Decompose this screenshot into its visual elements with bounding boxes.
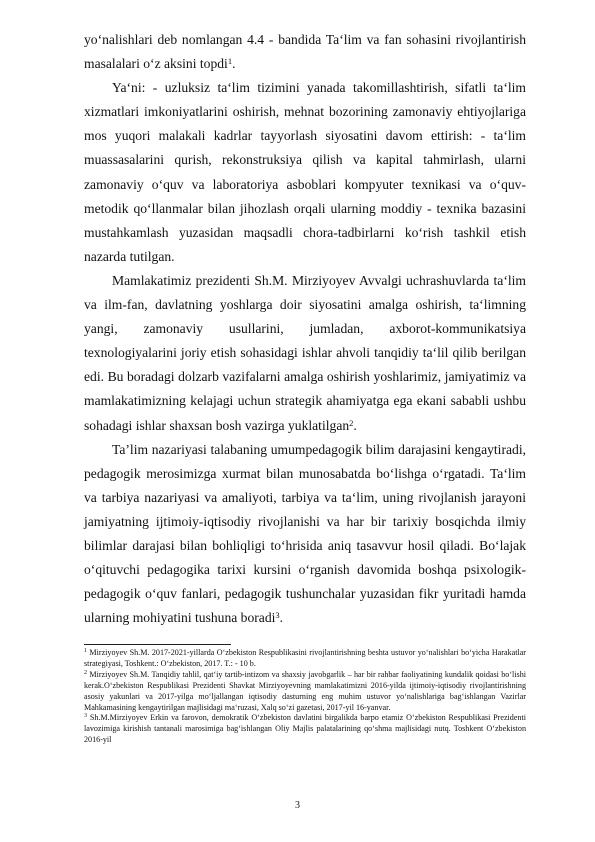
footnote [84,670,526,714]
paragraph-text: Mamlakatimiz prezidenti Sh.M. Mirziyoyev Avvalgi uchrashuvlarda ta‘lim va ilm-fan, davlatning yoshlarga doir siyosatini amalga oshirish, ta‘limning yangi, zamonaviy usullarini, jumladan, axborot-kommunikatsiya texnologiyalarini joriy etish sohasidagi ishlar ahvoli tanqidiy ta‘lil qilib berilgan edi. Bu boradagi dolzarb vazifalarni amalga oshirish yoshlarimiz, jamiyatimiz va mamlakatimizning kelajagi uchun strategik ahamiyatga ega ekani sababli ushbu sohadagi ishlar shaxsan bosh vazirga yuklatilgan [84,272,526,433]
paragraph-text: Ya‘ni: - uzluksiz ta‘lim tizimini yanada takomillashtirish, sifatli ta‘lim xizmatlari imkoniyatlarini oshirish, mehnat bozorining zamonaviy ehtiyojlariga mos yuqori malakali kadrlar tayyorlash siyosatini davom ettirish: - ta‘lim muassasalarini qurish, rekonstruksiya qilish va kapital tahmirlash, ularni zamonaviy o‘quv va laboratoriya asboblari kompyuter texnikasi va o‘quv-metodik qo‘llanmalar bilan jihozlash orqali ularning moddiy - texnika bazasini mustahkamlash yuzasidan maqsadli chora-tadbirlarni ko‘rish tashkil etish nazarda tutilgan. [84,80,526,264]
paragraph-tail: . [232,56,236,72]
body-paragraph [84,269,526,438]
footnote-number: 2 [84,669,87,676]
footnote-number: 3 [84,713,87,720]
body-paragraph [84,28,526,76]
footnote [84,713,526,746]
paragraph-tail: . [353,417,357,433]
page-body [84,28,526,630]
paragraph-tail: . [279,610,284,626]
page-number: 3 [295,800,300,811]
paragraph-text: yo‘nalishlari deb nomlangan 4.4 - bandida Ta‘lim va fan sohasini rivojlantirish masalalari o‘z aksini topdi [84,32,526,72]
footnote [84,648,526,670]
body-paragraph [84,438,526,631]
footnotes [84,648,526,746]
footnote-ref: 1 [227,56,233,67]
footnote-separator [84,644,231,645]
footnote-text: Mirziyoyev Sh.M. Tanqidiy tahlil, qat‘iy tartib-intizom va shaxsiy javobgarlik – har bir rahbar faoliyatining kundalik qoidasi bo‘lishi kerak.O‘zbekiston Respublikasi Prezidenti Shavkat Mirziyoyevning mamlakatimizni 2016-yilda ijtimoiy-iqtisodiy rivojlantirishning asosiy yakunlari va 2017-yilga mo‘ljallangan iqtisodiy dasturning eng muhim ustuvor yo‘nalishlariga bag‘ishlangan Vazirlar Mahkamasining kengaytirilgan majlisidagi ma‘ruzasi, Xalq so‘zi gazetasi, 2017-yil 16-yanvar. [84,669,526,712]
body-paragraph [84,76,526,269]
footnote-text: Mirziyoyev Sh.M. 2017-2021-yillarda O‘zbekiston Respublikasini rivojlantirishning beshta ustuvor yo‘nalishlari bo‘yicha Harakatlar strategiyasi, Toshkent.: O‘zbekiston, 2017. T.: - 10 b. [84,648,526,668]
footnote-ref: 3 [275,610,280,621]
paragraph-text: Ta’lim nazariyasi talabaning umumpedagogik bilim darajasini kengaytiradi, pedagogik merosimizga xurmat bilan munosabatda bo‘lishga o‘rgatadi. Ta‘lim va tarbiya nazariyasi va amaliyoti, tarbiya va ta‘lim, uning rivojlanish jarayoni jamiyatning ijtimoiy-iqtisodiy rivojlanishi va har bir tarixiy bosqichda ilmiy bilimlar darajasi bilan bohliqligi to‘hrisida aniq tasavvur hosil qiladi. Bo‘lajak o‘qituvchi pedagogika tarixi kursini o‘rganish davomida boshqa psixologik-pedagogik o‘quv fanlari, pedagogik tushunchalar yuzasidan fikr yuritadi hamda ularning mohiyatini tushuna boradi [84,441,526,626]
footnote-ref: 2 [349,417,354,428]
footnote-text: Sh.M.Mirziyoyev Erkin va farovon, demokratik O‘zbekiston davlatini birgalikda barpo etamiz O‘zbekiston Respublikasi Prezidenti lavozimiga kirishish tantanali marosimiga bag‘ishlangan Oliy Majlis palatalarining qo‘shma majlisidagi nutq. Toshkent O‘zbekiston 2016-yil [84,713,526,745]
footnote-number: 1 [84,648,87,654]
